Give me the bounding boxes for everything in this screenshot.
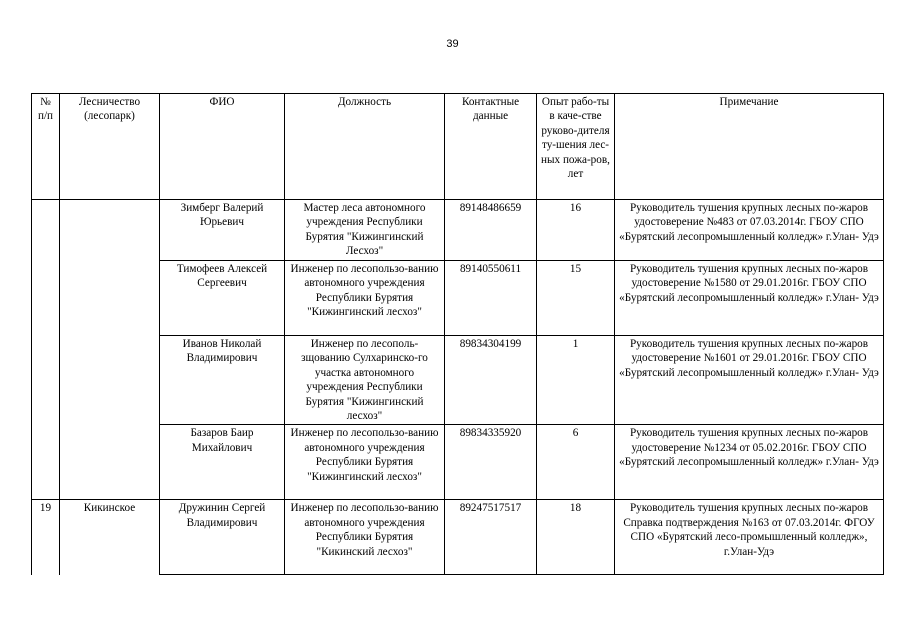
header-note: Примечание <box>615 94 884 200</box>
row-experience: 15 <box>537 261 615 336</box>
table-row <box>32 500 884 575</box>
header-name: ФИО <box>160 94 285 200</box>
row-note: Руководитель тушения крупных лесных по-жаров удостоверение №483 от 07.03.2014г. ГБОУ СПО «Бурятский лесопромышленный колледж» г.Улан- Удэ <box>615 200 884 261</box>
row-name: Тимофеев Алексей Сергеевич <box>160 261 285 336</box>
table-row <box>32 261 884 336</box>
row-position: Инженер по лесопользо-ванию автономного учреждения Республики Бурятия "Кижингинский лесхоз" <box>285 261 445 336</box>
staff-table <box>31 93 884 575</box>
row-note: Руководитель тушения крупных лесных по-жаров удостоверение №1601 от 29.01.2016г. ГБОУ СПО «Бурятский лесопромышленный колледж» г.Улан- Удэ <box>615 336 884 425</box>
row-num: 19 <box>32 500 60 575</box>
row-position: Инженер по лесопользо-ванию автономного учреждения Республики Бурятия "Кижингинский лесхоз" <box>285 425 445 500</box>
row-note: Руководитель тушения крупных лесных по-жаров удостоверение №1580 от 29.01.2016г. ГБОУ СПО «Бурятский лесопромышленный колледж» г.Улан- Удэ <box>615 261 884 336</box>
table-row <box>32 336 884 425</box>
row-experience: 6 <box>537 425 615 500</box>
row-num <box>32 200 60 500</box>
header-forestry: Лесничество (лесопарк) <box>60 94 160 200</box>
row-name: Иванов Николай Владимирович <box>160 336 285 425</box>
row-contacts: 89140550611 <box>445 261 537 336</box>
row-experience: 18 <box>537 500 615 575</box>
row-name: Зимберг Валерий Юрьевич <box>160 200 285 261</box>
row-contacts: 89148486659 <box>445 200 537 261</box>
row-experience: 16 <box>537 200 615 261</box>
row-contacts: 89834304199 <box>445 336 537 425</box>
row-position: Инженер по лесопользо-ванию автономного учреждения Республики Бурятия "Кикинский лесхоз" <box>285 500 445 575</box>
table-header-row <box>32 94 884 200</box>
row-position: Инженер по лесополь-зщованию Сулхаринско-го участка автономного учреждения Республики Бурятия "Кижингинский лесхоз" <box>285 336 445 425</box>
row-name: Базаров Баир Михайлович <box>160 425 285 500</box>
row-position: Мастер леса автономного учреждения Республики Бурятия "Кижингинский Лесхоз" <box>285 200 445 261</box>
row-note: Руководитель тушения крупных лесных по-жаров удостоверение №1234 от 05.02.2016г. ГБОУ СПО «Бурятский лесопромышленный колледж» г.Улан- Удэ <box>615 425 884 500</box>
table-row <box>32 425 884 500</box>
table-row <box>32 200 884 261</box>
row-note: Руководитель тушения крупных лесных по-жаров Справка подтверждения №163 от 07.03.2014г. ФГОУ СПО «Бурятский лесо-промышленный колледж», г.Улан-Удэ <box>615 500 884 575</box>
row-name: Дружинин Сергей Владимирович <box>160 500 285 575</box>
page-number: 39 <box>446 38 459 50</box>
header-contacts: Контактные данные <box>445 94 537 200</box>
row-experience: 1 <box>537 336 615 425</box>
header-experience: Опыт рабо-ты в каче-стве руково-дителя ту-шения лес-ных пожа-ров, лет <box>537 94 615 200</box>
header-position: Должность <box>285 94 445 200</box>
row-forestry: Кикинское <box>60 500 160 575</box>
header-num: № п/п <box>32 94 60 200</box>
row-contacts: 89834335920 <box>445 425 537 500</box>
row-contacts: 89247517517 <box>445 500 537 575</box>
row-forestry <box>60 200 160 500</box>
